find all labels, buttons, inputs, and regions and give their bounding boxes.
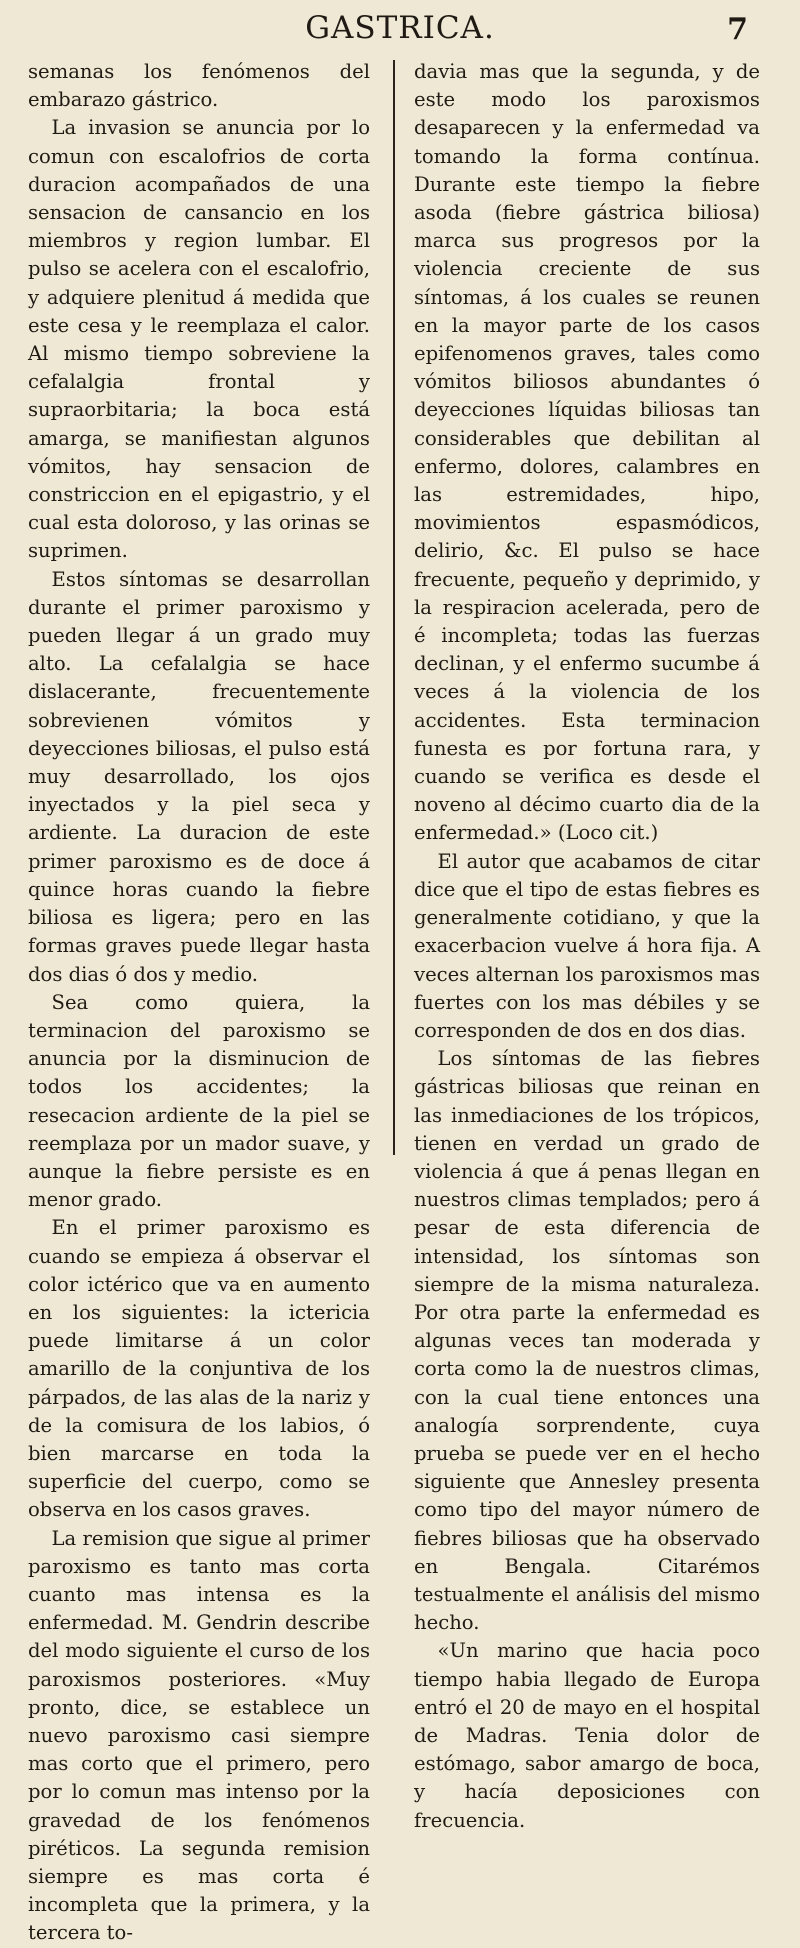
- column-divider: [393, 60, 395, 1155]
- paragraph: Sea como quiera, la terminacion del paroxismo se anuncia por la disminucion de todos los accidentes; la resecacion ardiente de la piel se reemplaza por un mador suave, y aunque la fiebre persiste es en menor grado.: [28, 990, 370, 1212]
- paragraph: «Un marino que hacia poco tiempo habia llegado de Europa entró el 20 de mayo en el hospital de Madras. Tenia dolor de estómago, sabor amargo de boca, y hacía deposiciones con frecuencia.: [414, 1639, 760, 1832]
- running-head: [0, 8, 800, 52]
- paragraph: La invasion se anuncia por lo comun con escalofrios de corta duracion acompañados de una sensacion de cansancio en los miembros y region lumbar. El pulso se acelera con el escalofrio, y adquiere plenitud á medida que este cesa y le reemplaza el calor. Al mismo tiempo sobreviene la cefalalgia frontal y supraorbitaria; la boca está amarga, se manifiestan algunos vómitos, hay sensacion de constriccion en el epigastrio, y el cual esta doloroso, y las orinas se suprimen.: [28, 116, 370, 563]
- paragraph: El autor que acabamos de citar dice que el tipo de estas fiebres es generalmente cotidiano, y que la exacerbacion vuelve á hora fija. A veces alternan los paroxismos mas fuertes con los mas débiles y se corresponden de dos en dos dias.: [414, 849, 760, 1042]
- paragraph: Los síntomas de las fiebres gástricas biliosas que reinan en las inmediaciones de los trópicos, tienen en verdad un grado de violencia á que á penas llegan en nuestros climas templados; pero á pesar de esta diferencia de intensidad, los síntomas son siempre de la misma naturaleza. Por otra parte la enfermedad es algunas veces tan moderada y corta como la de nuestros climas, con la cual tiene entonces una analogía sorprendente, cuya prueba se puede ver en el hecho siguiente que Annesley presenta como tipo del mayor número de fiebres biliosas que ha observado en Bengala. Citarémos testualmente el análisis del mismo hecho.: [414, 1047, 760, 1635]
- paragraph: La remision que sigue al primer paroxismo es tanto mas corta cuanto mas intensa es la enfermedad. M. Gendrin describe del modo siguiente el curso de los paroxismos posteriores. «Muy pronto, dice, se establece un nuevo paroxismo casi siempre mas corto que el primero, pero por lo comun mas intenso por la gravedad de los fenómenos piréticos. La segunda remision siempre es mas corta é incompleta que la primera, y la tercera to-: [28, 1526, 370, 1945]
- paragraph: semanas los fenómenos del embarazo gástrico.: [28, 60, 370, 112]
- paragraph: En el primer paroxismo es cuando se empieza á observar el color ictérico que va en aumento en los siguientes: la ictericia puede limitarse á un color amarillo de la conjuntiva de los párpados, de las alas de la nariz y de la comisura de los labios, ó bien marcarse en toda la superficie del cuerpo, como se observa en los casos graves.: [28, 1216, 370, 1522]
- right-column: [414, 58, 760, 1835]
- paragraph: davia mas que la segunda, y de este modo los paroxismos desaparecen y la enfermedad va tomando la forma contínua. Durante este tiempo la fiebre asoda (fiebre gástrica biliosa) marca sus progresos por la violencia creciente de sus síntomas, á los cuales se reunen en la mayor parte de los casos epifenomenos graves, tales como vómitos biliosos abundantes ó deyecciones líquidas biliosas tan considerables que debilitan al enfermo, dolores, calambres en las estremidades, hipo, movimientos espasmódicos, delirio, &c. El pulso se hace frecuente, pequeño y deprimido, y la respiracion acelerada, pero de é incompleta; todas las fuerzas declinan, y el enfermo sucumbe á veces á la violencia de los accidentes. Esta terminacion funesta es por fortuna rara, y cuando se verifica es desde el noveno al décimo cuarto dia de la enfermedad.» (Loco cit.): [414, 60, 760, 845]
- running-title: GASTRICA.: [305, 10, 495, 46]
- left-column: [28, 58, 370, 1948]
- paragraph: Estos síntomas se desarrollan durante el primer paroxismo y pueden llegar á un grado muy alto. La cefalalgia se hace dislacerante, frecuentemente sobrevienen vómitos y deyecciones biliosas, el pulso está muy desarrollado, los ojos inyectados y la piel seca y ardiente. La duracion de este primer paroxismo es de doce á quince horas cuando la fiebre biliosa es ligera; pero en las formas graves puede llegar hasta dos dias ó dos y medio.: [28, 567, 370, 986]
- page-number: 7: [727, 12, 748, 47]
